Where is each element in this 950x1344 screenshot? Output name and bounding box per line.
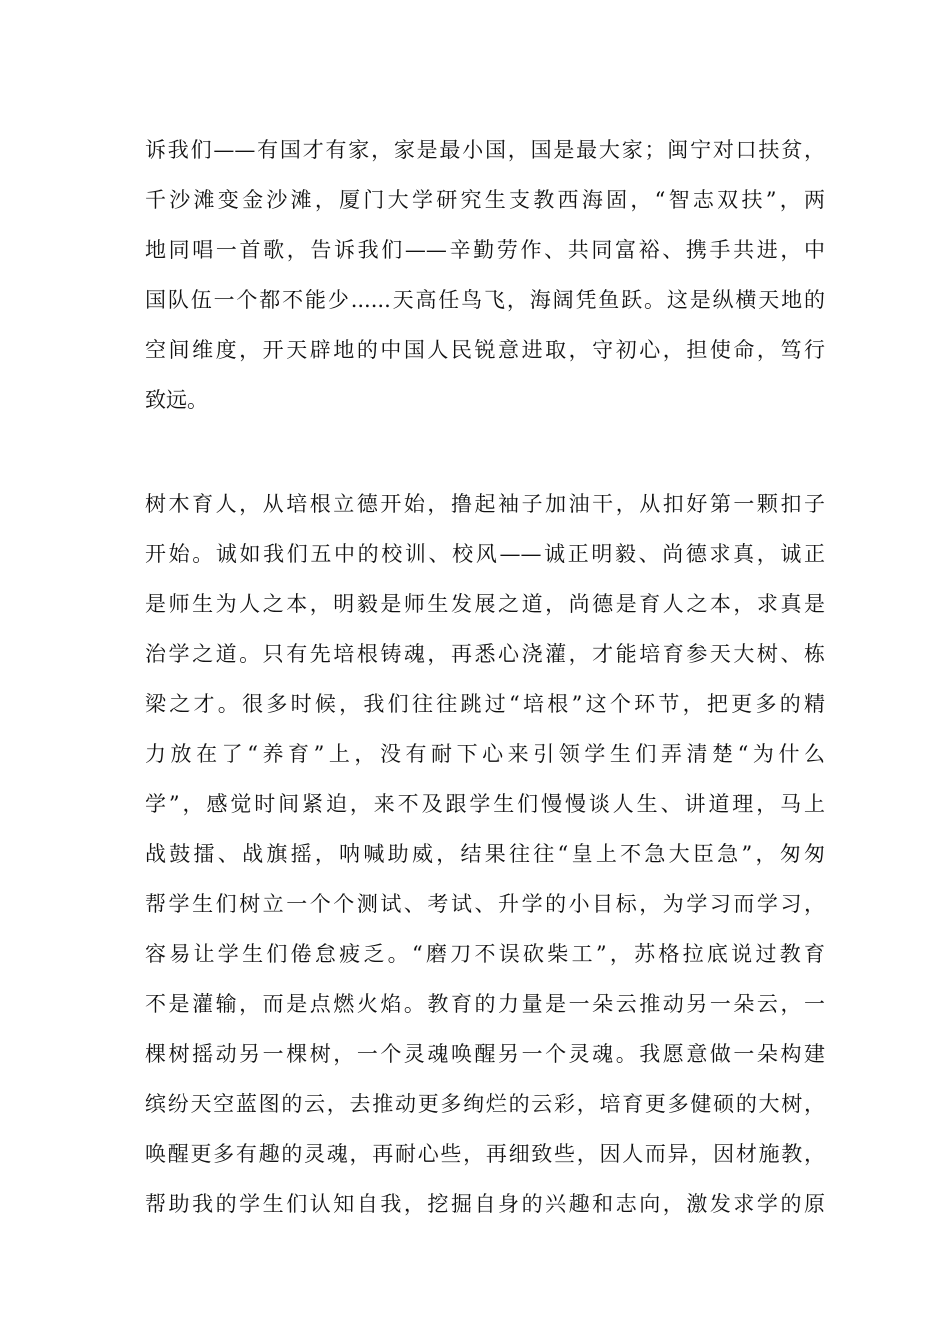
text-line: 缤纷天空蓝图的云，去推动更多绚烂的云彩，培育更多健硕的大树， (145, 1092, 825, 1116)
text-line: 学”，感觉时间紧迫，来不及跟学生们慢慢谈人生、讲道理，马上 (145, 792, 825, 816)
text-line: 帮学生们树立一个个测试、考试、升学的小目标，为学习而学习， (145, 892, 825, 916)
text-line: 战鼓擂、战旗摇，呐喊助威，结果往往“皇上不急大臣急”，匆匆 (145, 842, 825, 866)
text-line: 千沙滩变金沙滩，厦门大学研究生支教西海固，“智志双扶”，两 (145, 188, 825, 212)
text-line: 帮助我的学生们认知自我，挖掘自身的兴趣和志向，激发求学的原 (145, 1192, 825, 1216)
text-line: 致远。 (145, 388, 208, 412)
text-line: 开始。诚如我们五中的校训、校风——诚正明毅、尚德求真，诚正 (145, 542, 825, 566)
text-line: 树木育人，从培根立德开始，撸起袖子加油干，从扣好第一颗扣子 (145, 492, 825, 516)
text-line: 容易让学生们倦怠疲乏。“磨刀不误砍柴工”，苏格拉底说过教育 (145, 942, 825, 966)
text-line: 空间维度，开天辟地的中国人民锐意进取，守初心，担使命，笃行 (145, 338, 825, 362)
paragraph-2 (145, 479, 825, 1229)
text-line: 梁之才。很多时候，我们往往跳过“培根”这个环节，把更多的精 (145, 692, 825, 716)
text-line: 棵树摇动另一棵树，一个灵魂唤醒另一个灵魂。我愿意做一朵构建 (145, 1042, 825, 1066)
text-line: 诉我们——有国才有家，家是最小国，国是最大家；闽宁对口扶贫， (145, 138, 825, 162)
paragraph-1 (145, 125, 825, 425)
text-line: 唤醒更多有趣的灵魂，再耐心些，再细致些，因人而异，因材施教， (145, 1142, 825, 1166)
text-line: 力放在了“养育”上，没有耐下心来引领学生们弄清楚“为什么 (145, 742, 825, 766)
text-line: 不是灌输，而是点燃火焰。教育的力量是一朵云推动另一朵云，一 (145, 992, 825, 1016)
text-line: 是师生为人之本，明毅是师生发展之道，尚德是育人之本，求真是 (145, 592, 825, 616)
text-line: 治学之道。只有先培根铸魂，再悉心浇灌，才能培育参天大树、栋 (145, 642, 825, 666)
text-line: 地同唱一首歌，告诉我们——辛勤劳作、共同富裕、携手共进，中 (145, 238, 825, 262)
text-line: 国队伍一个都不能少......天高任鸟飞，海阔凭鱼跃。这是纵横天地的 (145, 288, 825, 312)
